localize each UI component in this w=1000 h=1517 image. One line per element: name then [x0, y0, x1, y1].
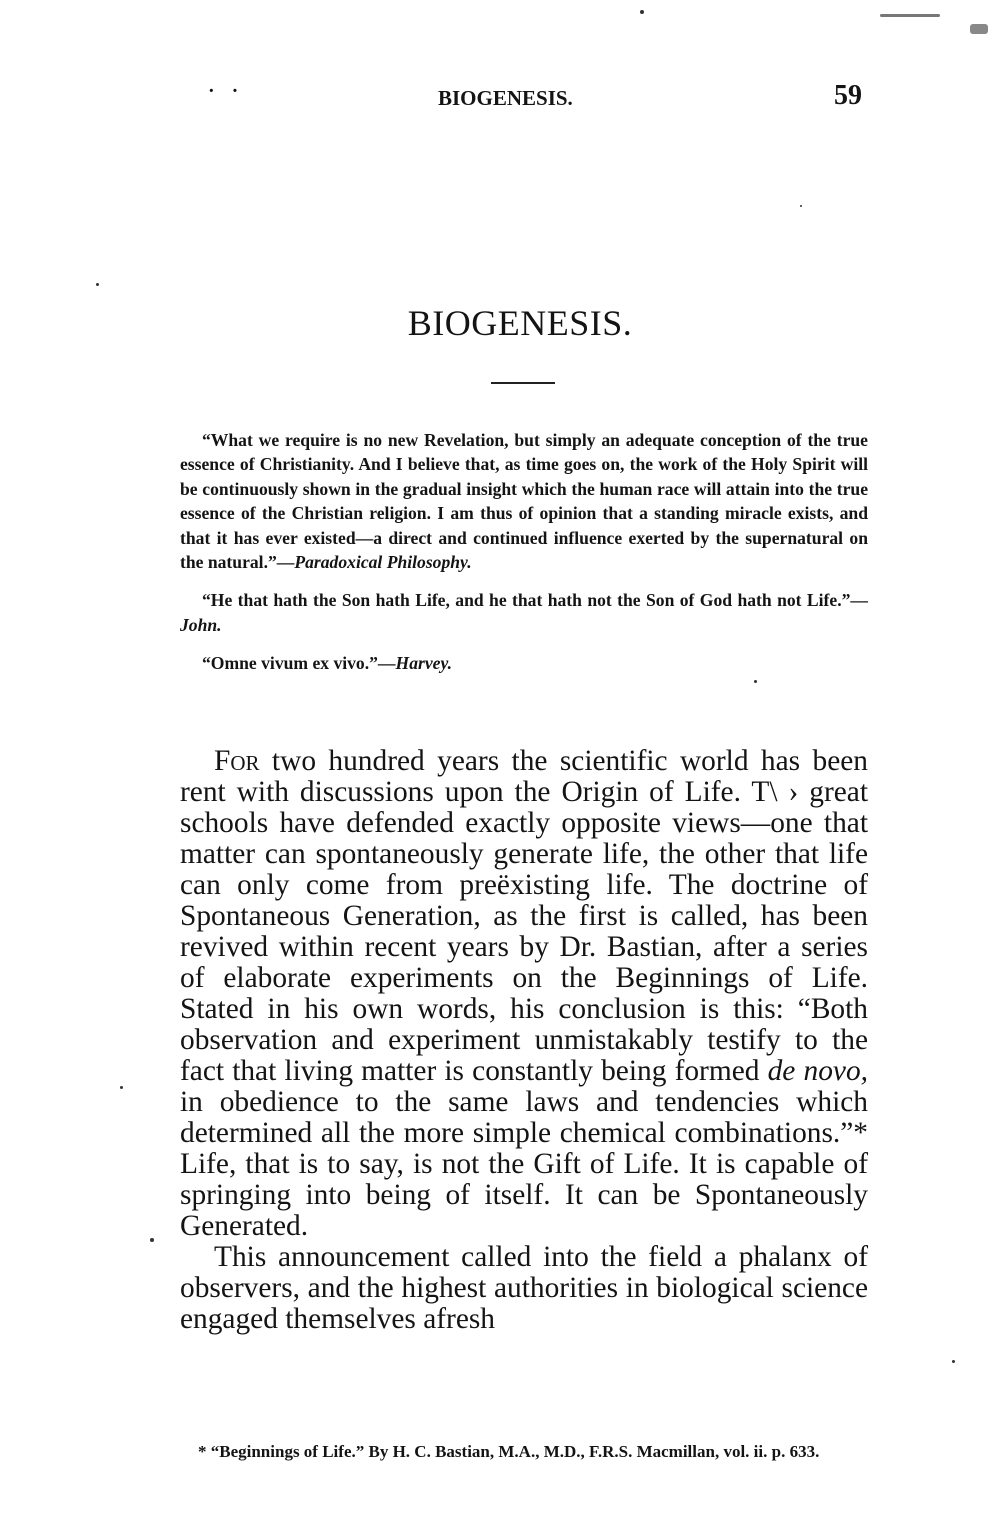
scan-speck: [96, 283, 99, 286]
scan-speck: [952, 1360, 955, 1363]
epigraph-text: “What we require is no new Revelation, but simply an adequate conception of the true essence of Christianity. And I believe that, as time goes on, the work of the Holy Spirit will be continuously shown in the gradual insight which the human race will attain into the true essence of the Christian religion. I am thus of opinion that a standing miracle exists, and that it has ever existed—a direct and continued influence exerted by the supernatural on the natural.”—: [180, 430, 868, 573]
epigraph-attribution: John.: [180, 614, 222, 635]
paragraph-lead-word: For: [214, 745, 260, 777]
epigraph: [180, 428, 868, 574]
page-number: 59: [834, 80, 862, 111]
printer-marks: · ·: [208, 80, 245, 102]
chapter-title: BIOGENESIS.: [407, 303, 633, 343]
italic-phrase: de novo,: [767, 1055, 868, 1087]
title-rule: [491, 382, 555, 384]
scan-speck: [150, 1238, 154, 1242]
paragraph-text: in obedience to the same laws and tendencies which determined all the more simple chemical combinations.”* Life, that is to say, is not the Gift of Life. It is capable of springing into being of itself. It can be Spontaneously Generated.: [180, 1086, 868, 1242]
scan-speck: [800, 205, 802, 207]
paragraph: This announcement called into the field a phalanx of observers, and the highest authorities in biological science engaged themselves afresh: [180, 1241, 868, 1335]
scan-speck: [754, 680, 757, 683]
footnote: [180, 1440, 868, 1464]
epigraph-text: “He that hath the Son hath Life, and he that hath not the Son of God hath not Life.”—: [202, 590, 868, 611]
scan-speck: [640, 10, 644, 14]
epigraph-attribution: Harvey.: [395, 653, 453, 674]
epigraphs: [180, 428, 868, 690]
epigraph: [180, 651, 868, 675]
epigraph-attribution: Paradoxical Philosophy.: [294, 552, 472, 573]
scan-speck: [970, 24, 988, 34]
paragraph: [180, 746, 868, 1242]
running-head: [0, 80, 1000, 112]
running-head-title: BIOGENESIS.: [438, 86, 573, 110]
scan-speck: [120, 1086, 123, 1089]
scan-speck: [880, 14, 940, 17]
paragraph-text: two hundred years the scientific world has been rent with discussions upon the Origin of Life. T\ › great schools have defended exactly opposite views—one that matter can spontaneously generate life, the other that life can only come from preëxisting life. The doctrine of Spontaneous Generation, as the first is called, has been revived within recent years by Dr. Bastian, after a series of elaborate experiments on the Beginnings of Life. Stated in his own words, his conclusion is this: “Both observation and experiment unmistakably testify to the fact that living matter is constantly being formed: [180, 745, 868, 1087]
body-text: [180, 746, 868, 1335]
footnote-text: * “Beginnings of Life.” By H. C. Bastian, M.A., M.D., F.R.S. Macmillan, vol. ii. p. 633.: [198, 1442, 820, 1461]
epigraph: [180, 588, 868, 637]
epigraph-text: “Omne vivum ex vivo.”—: [202, 653, 396, 674]
